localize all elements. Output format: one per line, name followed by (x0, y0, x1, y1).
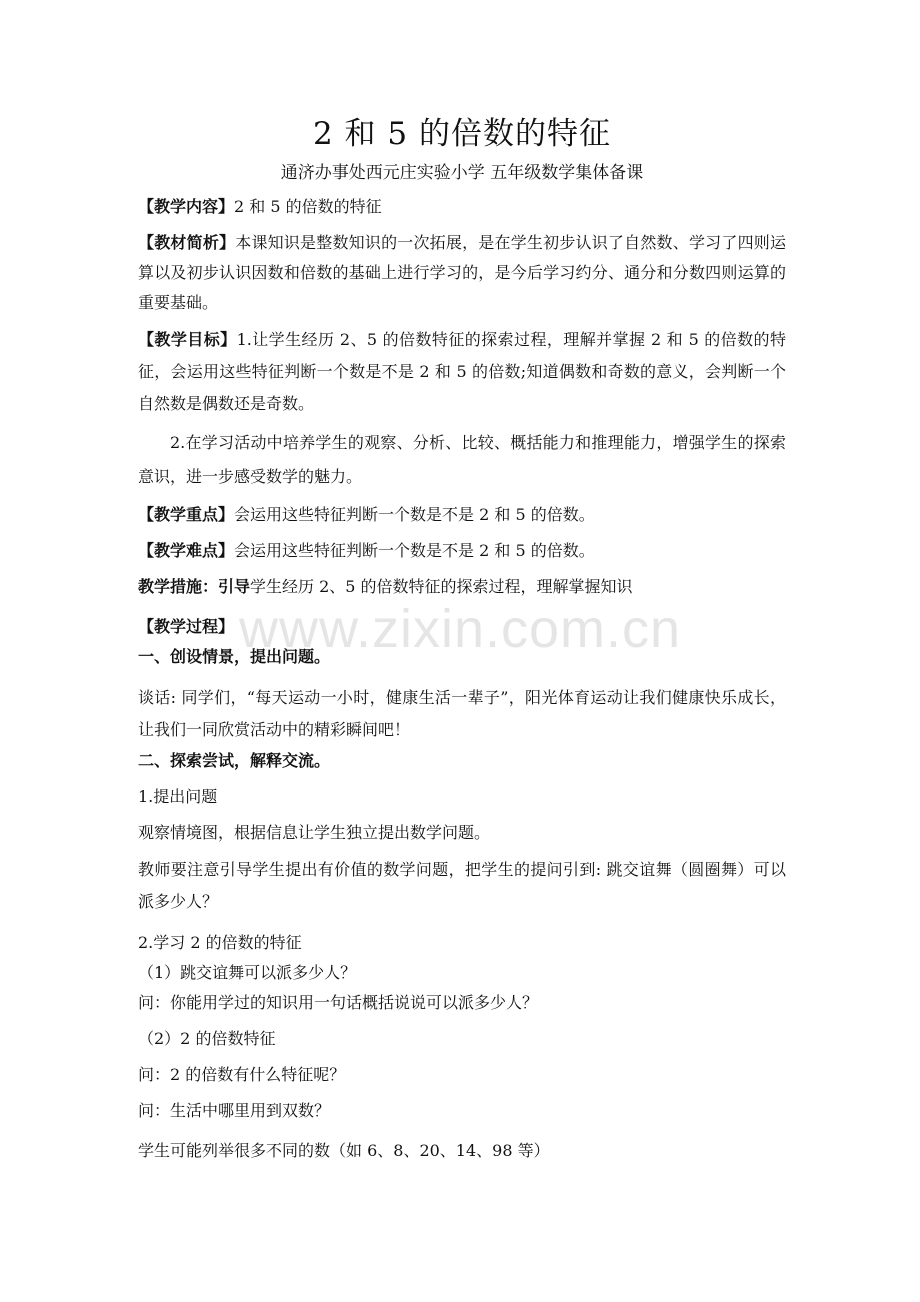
question-1: （1）跳交谊舞可以派多少人？ (138, 963, 357, 982)
teaching-process-heading: 【教学过程】 (138, 617, 235, 636)
teaching-measures-text: 学生经历 2、5 的倍数特征的探索过程，理解掌握知识 (250, 577, 633, 596)
teaching-content-label: 【教学内容】 (138, 197, 235, 216)
ask-3: 问：生活中哪里用到双数？ (138, 1101, 331, 1120)
teaching-content (138, 192, 786, 222)
document-page (138, 112, 786, 1166)
watermark: www.zixin.com.cn (238, 599, 682, 659)
document-subtitle: 通济办事处西元庄实验小学 五年级数学集体备课 (280, 163, 644, 183)
step-1-heading: 1.提出问题 (138, 787, 218, 806)
teaching-difficulty-text: 会运用这些特征判断一个数是不是 2 和 5 的倍数。 (234, 541, 595, 560)
teaching-content-text: 2 和 5 的倍数的特征 (234, 197, 382, 216)
section-2-heading: 二、探索尝试，解释交流。 (138, 751, 331, 770)
material-analysis (138, 228, 786, 318)
ask-2: 问：2 的倍数有什么特征呢？ (138, 1065, 346, 1084)
teacher-note-paragraph: 教师要注意引导学生提出有价值的数学问题，把学生的提问引到: 跳交谊舞（圆圈舞）可以派多少人？ (138, 860, 786, 911)
question-2: （2）2 的倍数特征 (138, 1029, 276, 1048)
teaching-focus-label: 【教学重点】 (138, 505, 235, 524)
teaching-goals-label: 【教学目标】 (138, 330, 237, 349)
document-title: 2 和 5 的倍数的特征 (312, 116, 611, 152)
teaching-difficulty-label: 【教学难点】 (138, 541, 235, 560)
teaching-difficulty (138, 536, 786, 566)
teaching-focus-text: 会运用这些特征判断一个数是不是 2 和 5 的倍数。 (234, 505, 595, 524)
material-analysis-text: 本课知识是整数知识的一次拓展，是在学生初步认识了自然数、学习了四则运算以及初步认识因数和倍数的基础上进行学习的，是今后学习约分、通分和分数四则运算的重要基础。 (138, 233, 786, 312)
teaching-measures-label: 教学措施：引导 (138, 577, 251, 596)
teaching-measures (138, 572, 786, 602)
teaching-goals (138, 324, 786, 420)
step-2-heading: 2.学习 2 的倍数的特征 (138, 933, 302, 952)
ask-1: 问：你能用学过的知识用一句话概括说说可以派多少人？ (138, 993, 539, 1012)
students-examples: 学生可能列举很多不同的数（如 6、8、20、14、98 等） (138, 1141, 550, 1160)
talk-paragraph: 谈话: 同学们，“每天运动一小时，健康生活一辈子”，阳光体育运动让我们健康快乐成长，让我们一同欣赏活动中的精彩瞬间吧！ (138, 688, 786, 739)
teaching-goal-1: 1.让学生经历 2、5 的倍数特征的探索过程，理解并掌握 2 和 5 的倍数的特征，会运用这些特征判断一个数是不是 2 和 5 的倍数;知道偶数和奇数的意义，会判断一个自然数是偶数还是奇数。 (138, 330, 786, 413)
observe-paragraph: 观察情境图，根据信息让学生独立提出数学问题。 (138, 823, 491, 842)
material-analysis-label: 【教材简析】 (138, 233, 236, 252)
teaching-goal-2: 2.在学习活动中培养学生的观察、分析、比较、概括能力和推理能力，增强学生的探索意识，进一步感受数学的魅力。 (138, 433, 786, 486)
teaching-focus (138, 500, 786, 530)
section-1-heading: 一、创设情景，提出问题。 (138, 647, 331, 666)
